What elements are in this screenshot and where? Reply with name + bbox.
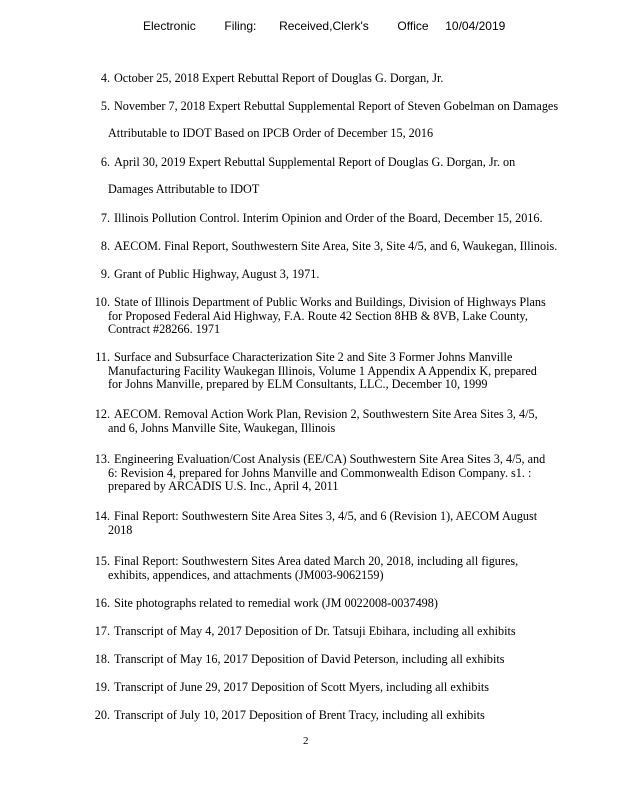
item-text: November 7, 2018 Expert Rebuttal Supplemental Report of Steven Gobelman on Damages — [114, 99, 559, 113]
item-number: 13. — [94, 452, 110, 466]
item-text-continued: Attributable to IDOT Based on IPCB Order of December 15, 2016 — [108, 125, 434, 140]
item-number: 7. — [100, 211, 110, 225]
item-number: 9. — [100, 267, 110, 281]
list-item-9 — [88, 268, 603, 282]
list-item-13 — [88, 453, 603, 494]
item-text: Surface and Subsurface Characterization Site 2 and Site 3 Former Johns Manville — [114, 350, 513, 364]
list-item-12 — [88, 408, 603, 435]
list-item-10 — [88, 296, 603, 337]
item-text-continued: 2018 — [108, 522, 133, 537]
item-text-continued: exhibits, appendices, and attachments (JM003-9062159) — [108, 567, 384, 582]
item-text: Transcript of July 10, 2017 Deposition of Brent Tracy, including all exhibits — [114, 708, 485, 722]
item-number: 10. — [94, 295, 110, 309]
item-number: 19. — [94, 680, 110, 694]
item-text: Final Report: Southwestern Site Area Sites 3, 4/5, and 6 (Revision 1), AECOM August — [114, 509, 538, 523]
item-number: 20. — [94, 708, 110, 722]
item-number: 5. — [100, 99, 110, 113]
list-item-19 — [88, 681, 603, 695]
item-number: 6. — [100, 155, 110, 169]
item-text: Final Report: Southwestern Sites Area dated March 20, 2018, including all figures, — [114, 554, 519, 568]
list-item-5 — [88, 100, 603, 140]
list-item-11 — [88, 351, 603, 392]
item-text: Transcript of May 4, 2017 Deposition of Dr. Tatsuji Ebihara, including all exhibits — [114, 624, 516, 638]
item-text-continued: Contract #28266. 1971 — [108, 322, 221, 336]
list-item-8 — [88, 240, 603, 254]
header-word-received-clerks: Received,Clerk's — [279, 19, 369, 33]
item-text-continued: 6: Revision 4, prepared for Johns Manville and Commonwealth Edison Company. s1. : — [108, 465, 532, 480]
item-number: 16. — [94, 596, 110, 610]
list-item-20 — [88, 709, 603, 723]
item-text-continued: prepared by ARCADIS U.S. Inc., April 4, 2011 — [108, 479, 339, 493]
item-number: 12. — [94, 407, 110, 421]
item-text: AECOM. Final Report, Southwestern Site Area, Site 3, Site 4/5, and 6, Waukegan, Illinois. — [114, 239, 558, 253]
item-text-continued: and 6, Johns Manville Site, Waukegan, Illinois — [108, 420, 336, 435]
item-text: State of Illinois Department of Public Works and Buildings, Division of Highways Plans — [114, 295, 546, 309]
header-word-office: Office — [397, 19, 429, 33]
item-text: Engineering Evaluation/Cost Analysis (EE/CA) Southwestern Site Area Sites 3, 4/5, and — [114, 452, 546, 466]
item-text: Transcript of May 16, 2017 Deposition of David Peterson, including all exhibits — [114, 652, 505, 666]
item-text: AECOM. Removal Action Work Plan, Revision 2, Southwestern Site Area Sites 3, 4/5, — [114, 407, 538, 421]
item-number: 18. — [94, 652, 110, 666]
list-item-4 — [88, 72, 603, 86]
item-number: 14. — [94, 509, 110, 523]
header-word-filing: Filing: — [224, 19, 257, 33]
list-item-16 — [88, 597, 603, 611]
list-item-7 — [88, 212, 603, 226]
item-text: April 30, 2019 Expert Rebuttal Supplemental Report of Douglas G. Dorgan, Jr. on — [114, 155, 516, 169]
item-number: 8. — [100, 239, 110, 253]
list-item-6 — [88, 156, 603, 196]
item-text-continued: for Proposed Federal Aid Highway, F.A. Route 42 Section 8HB & 8VB, Lake County, — [108, 308, 528, 323]
item-text-continued: Manufacturing Facility Waukegan Illinois, Volume 1 Appendix A Appendix K, prepared — [108, 363, 537, 378]
item-text-continued: Damages Attributable to IDOT — [108, 181, 260, 196]
filing-header — [143, 19, 505, 33]
item-number: 4. — [100, 71, 110, 85]
item-number: 11. — [95, 350, 110, 364]
item-text: Grant of Public Highway, August 3, 1971. — [114, 267, 320, 281]
item-number: 15. — [94, 554, 110, 568]
item-text: Transcript of June 29, 2017 Deposition of Scott Myers, including all exhibits — [114, 680, 489, 694]
header-word-electronic: Electronic — [143, 19, 196, 33]
list-item-15 — [88, 555, 603, 582]
item-text: October 25, 2018 Expert Rebuttal Report of Douglas G. Dorgan, Jr. — [114, 71, 444, 85]
page-number: 2 — [303, 735, 309, 747]
item-text: Illinois Pollution Control. Interim Opinion and Order of the Board, December 15, 2016. — [114, 211, 543, 225]
item-number: 17. — [94, 624, 110, 638]
list-item-18 — [88, 653, 603, 667]
item-text: Site photographs related to remedial work (JM 0022008-0037498) — [114, 596, 438, 610]
item-text-continued: for Johns Manville, prepared by ELM Consultants, LLC., December 10, 1999 — [108, 377, 488, 391]
header-date: 10/04/2019 — [445, 19, 506, 33]
list-item-17 — [88, 625, 603, 639]
list-item-14 — [88, 510, 603, 537]
